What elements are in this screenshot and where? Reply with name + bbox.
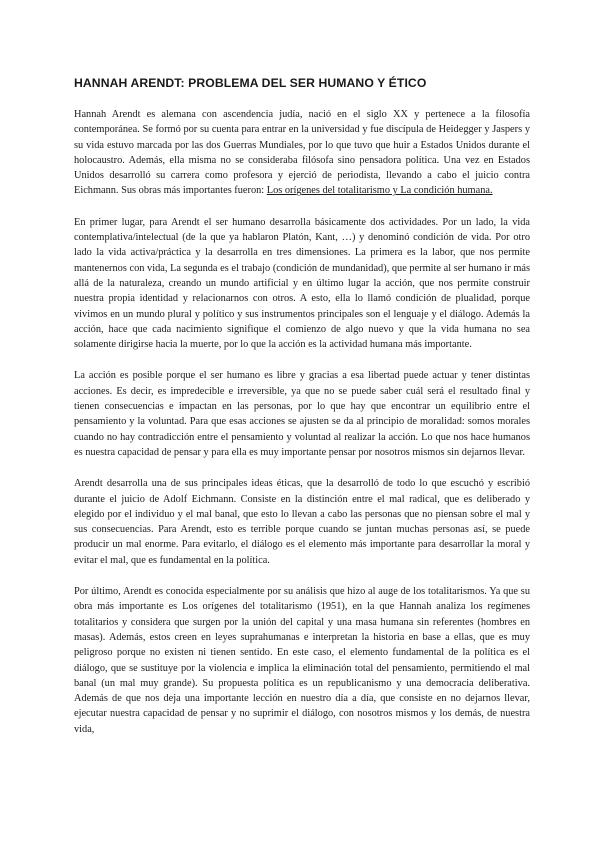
paragraph-biography (74, 107, 530, 199)
paragraph-action-freedom: La acción es posible porque el ser humano es libre y gracias a esa libertad puede actuar y tener distintas acciones. Es decir, es impredecible e irreversible, ya que no se puede saber cuál será el resultado final y tienen consecuencias e impactan en las personas, por lo que hay que encontrar un equilibrio entre el pensamiento y la voluntad. Para que esas acciones se ajusten se da al principio de moralidad: somos morales cuando no hay contradicción entre el pensamiento y voluntad al realizar la acción. Lo que nos hace humanos es nuestra capacidad de pensar y para ella es muy importante pensar por nosotros mismos sin dejarnos llevar. (74, 370, 530, 458)
paragraph-totalitarianism: Por último, Arendt es conocida especialmente por su análisis que hizo al auge de los totalitarismos. Ya que su obra más importante es Los orígenes del totalitarismo (1951), en la que Hannah analiza los regímenes totalitarios y considera que surgen por la unión del capital y una masa humana sin referentes (hombres en masas). Además, estos creen en leyes suprahumanas e interpretan la historia en base a ellas, que es muy peligroso porque no existen ni tienen sentido. En este caso, el elemento fundamental de la política es el diálogo, que se sustituye por la violencia e implica la eliminación total del pensamiento, permitiendo el mal banal (un mal muy grande). Su propuesta política es un republicanismo y una democracia deliberativa. Además de que nos deja una importante lección en nuestro día a día, que consiste en no dejarnos llevar, ejecutar nuestra capacidad de pensar y no suprimir el diálogo, con nosotros mismos y los demás, de nuestra vida, (74, 586, 530, 735)
paragraph-activities: En primer lugar, para Arendt el ser humano desarrolla básicamente dos actividades. Por un lado, la vida contemplativa/intelectual (de la que ya hablaron Platón, Kant, …) y denominó condición de vida. Por otro lado la vida activa/práctica y la desarrolla en tres dimensiones. La primera es la labor, que nos permite mantenernos con vida, La segunda es el trabajo (condición de mundanidad), que permite al ser humano ir más allá de la naturaleza, creando un mundo artificial y en último lugar la acción, que nos permite construir nuestra propia identidad y relacionarnos con otros. A esto, ella lo llamó condición de plualidad, porque vivimos en un mundo plural y político y sus instrumentos principales son el lenguaje y el diálogo. Además la acción, hace que cada nacimiento signifique el comienzo de algo nuevo y que la vida humana no sea solamente dirigirse hacia la muerte, por lo que la acción es la actividad humana más importante. (74, 216, 530, 351)
works-title-underlined: Los orígenes del totalitarismo y La condición humana. (266, 185, 493, 197)
page-title: HANNAH ARENDT: PROBLEMA DEL SER HUMANO Y ÉTICO (74, 76, 427, 90)
paragraph-biography-text: Hannah Arendt es alemana con ascendencia judía, nació en el siglo XX y pertenece a la filosofía contemporánea. Se formó por su cuenta para entrar en la universidad y fue discípula de Heidegger y Jaspers y su vida estuvo marcada por las dos Guerras Mundiales, por lo que tuvo que huir a Estados Unidos durante el holocaustro. Además, ella misma no se consideraba filósofa sino pensadora política. Una vez en Estados Unidos desarrolló su carrera como profesora y ejerció de periodista, llevando a cabo el juicio contra Eichmann. Sus obras más importantes fueron: (74, 109, 530, 197)
paragraph-ethics-evil: Arendt desarrolla una de sus principales ideas éticas, que la desarrolló de todo lo que escuchó y escribió durante el juicio de Adolf Eichmann. Consiste en la distinción entre el mal radical, que es deliberado y elegido por el individuo y el mal banal, que esto lo llevan a cabo las personas que no piensan sobre el mal y sus consecuencias. Para Arendt, esto es terrible porque cuando se juntan muchas personas así, se puede producir un mal enorme. Para evitarlo, el diálogo es el elemento más importante para desarrollar la moral y evitar el mal, que es fundamental en la política. (74, 478, 530, 566)
